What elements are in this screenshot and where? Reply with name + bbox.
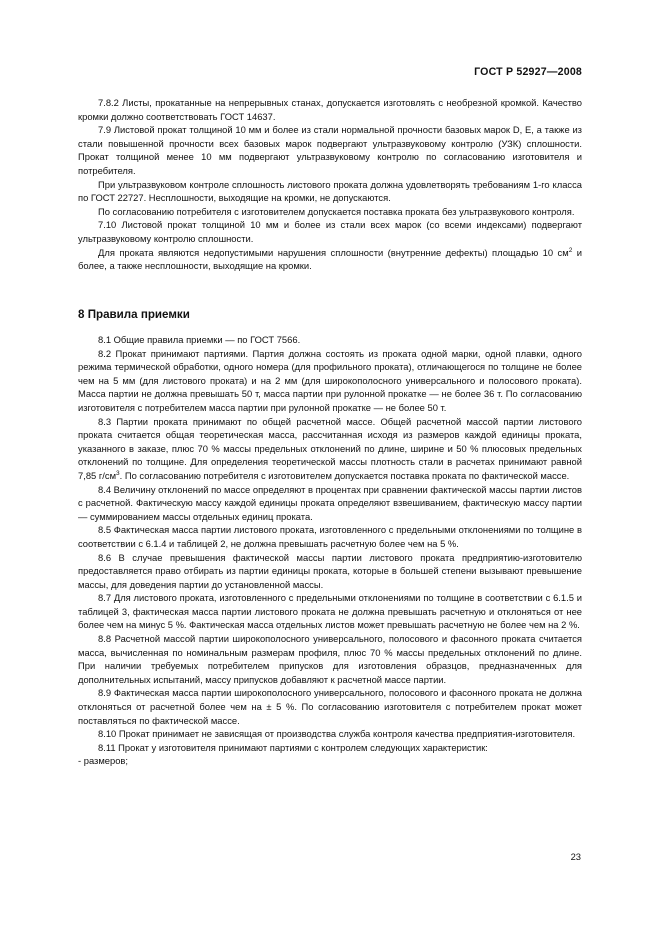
paragraph: 7.10 Листовой прокат толщиной 10 мм и более из стали всех марок (со всеми индексами) подвергают ультразвуковому контролю сплошности. bbox=[78, 219, 582, 244]
page-number: 23 bbox=[570, 851, 581, 862]
paragraph: По согласованию потребителя с изготовителем допускается поставка проката без ультразвукового контроля. bbox=[98, 205, 575, 217]
paragraph: 7.9 Листовой прокат толщиной 10 мм и более из стали нормальной прочности базовых марок D, E, а также из стали повышенной прочности всех базовых марок подвергают ультразвуковому контролю (УЗК) сплошности. Прокат толщиной менее 10 мм подвергают ультразвуковому контролю по согласованию изготовителя и потребителя. bbox=[78, 124, 582, 176]
paragraph: 7.8.2 Листы, прокатанные на непрерывных станах, допускается изготовлять с необрезной кромкой. Качество кромки должно соответствовать ГОСТ 14637. bbox=[78, 97, 582, 122]
paragraph-defects bbox=[78, 246, 582, 273]
superscript: 3 bbox=[116, 469, 120, 477]
paragraph: 8.6 В случае превышения фактической массы партии листового проката предприятию-изготовителю предоставляется право отбирать из партии единицы проката, которые в большей степени вызывают превышение массы, для доведения партии до установленной массы. bbox=[78, 551, 582, 590]
paragraph: При ультразвуковом контроле сплошность листового проката должна удовлетворять требованиям 1-го класса по ГОСТ 22727. Несплошности, выходящие на кромки, не допускаются. bbox=[78, 178, 582, 204]
paragraph: 8.4 Величину отклонений по массе определяют в процентах при сравнении фактической массы партии листов с расчетной. Фактическую массу каждой единицы проката определяют взвешиванием, фактическую массу партии — суммированием массы отдельных единиц проката. bbox=[78, 483, 582, 522]
document-code-header: ГОСТ Р 52927—2008 bbox=[474, 66, 582, 78]
paragraph-8-3 bbox=[78, 415, 582, 483]
section-heading bbox=[78, 308, 190, 321]
paragraph: 8.5 Фактическая масса партии листового проката, изготовленного с предельными отклонениями по толщине в соответствии с 6.1.4 и таблицей 2, не должна превышать расчетную более чем на 5 %. bbox=[78, 524, 582, 549]
list-item: - размеров; bbox=[78, 755, 129, 767]
text-run: 8.3 Партии проката принимают по общей расчетной массе. Общей расчетной массой партии листового проката считается общая теоретическая масса, рассчитанная исходя из размеров каждой единицы проката, указанного в заказе, плюс 70 % массы предельных отклонений по длине, ширине и 50 % плюсовых предельных отклонений по толщине. Для определения теоретической массы плотность стали в расчетах принимают равной 7,85 г/см bbox=[78, 415, 582, 481]
paragraph: 8.7 Для листового проката, изготовленного с предельными отклонениями по толщине в соответствии с 6.1.5 и таблицей 3, фактическая масса партии листового проката не должна превышать расчетную и отклоняться от нее более чем на минус 5 %. Фактическая масса отдельных листов может превышать расчетную не более чем на 2 %. bbox=[78, 592, 582, 631]
paragraph: 8.8 Расчетной массой партии широкополосного универсального, полосового и фасонного проката считается масса, вычисленная по номинальным размерам профиля, плюс 70 % массы предельных отклонений по длине. При наличии требуемых потребителем припусков для изготовления образцов, предназначенных для дополнительных испытаний, массу припусков добавляют к расчетной массе партии. bbox=[78, 633, 582, 685]
paragraph: 8.2 Прокат принимают партиями. Партия должна состоять из проката одной марки, одной плавки, одного режима термической обработки, одного номера (для профильного проката), отличающегося по толщине не более чем на 5 мм (для листового проката) и на 2 мм (для широкополосного универсального и полосового проката). Масса партии не должна превышать 50 т, масса партии при рулонной прокатке — не более 36 т. По согласованию изготовителя с потребителем масса партии при рулонной прокатке — не более 50 т. bbox=[78, 347, 582, 413]
section-number: 8 bbox=[78, 308, 85, 321]
paragraph: 8.11 Прокат у изготовителя принимают партиями с контролем следующих характеристик: bbox=[98, 741, 488, 753]
text-run: Для проката являются недопустимыми нарушения сплошности (внутренние дефекты) площадью 10 см bbox=[98, 246, 569, 258]
paragraph: 8.10 Прокат принимает не зависящая от производства служба контроля качества предприятия-изготовителя. bbox=[98, 728, 576, 740]
text-run: . По согласованию потребителя с изготовителем допускается поставка проката по фактической массе. bbox=[119, 469, 570, 481]
section-8-body bbox=[78, 333, 582, 768]
paragraph: 8.9 Фактическая масса партии широкополосного универсального, полосового и фасонного проката не должна отклоняться от расчетной более чем на ± 5 %. По согласованию изготовителя с потребителем прокат может поставляться по фактической массе. bbox=[78, 687, 582, 726]
paragraph: 8.1 Общие правила приемки — по ГОСТ 7566. bbox=[98, 334, 301, 345]
superscript: 2 bbox=[568, 246, 573, 254]
text-run: и более, а также несплошности, выходящие на кромки. bbox=[78, 246, 582, 272]
section-7-continued bbox=[78, 96, 582, 273]
section-title-text: Правила приемки bbox=[87, 308, 190, 321]
